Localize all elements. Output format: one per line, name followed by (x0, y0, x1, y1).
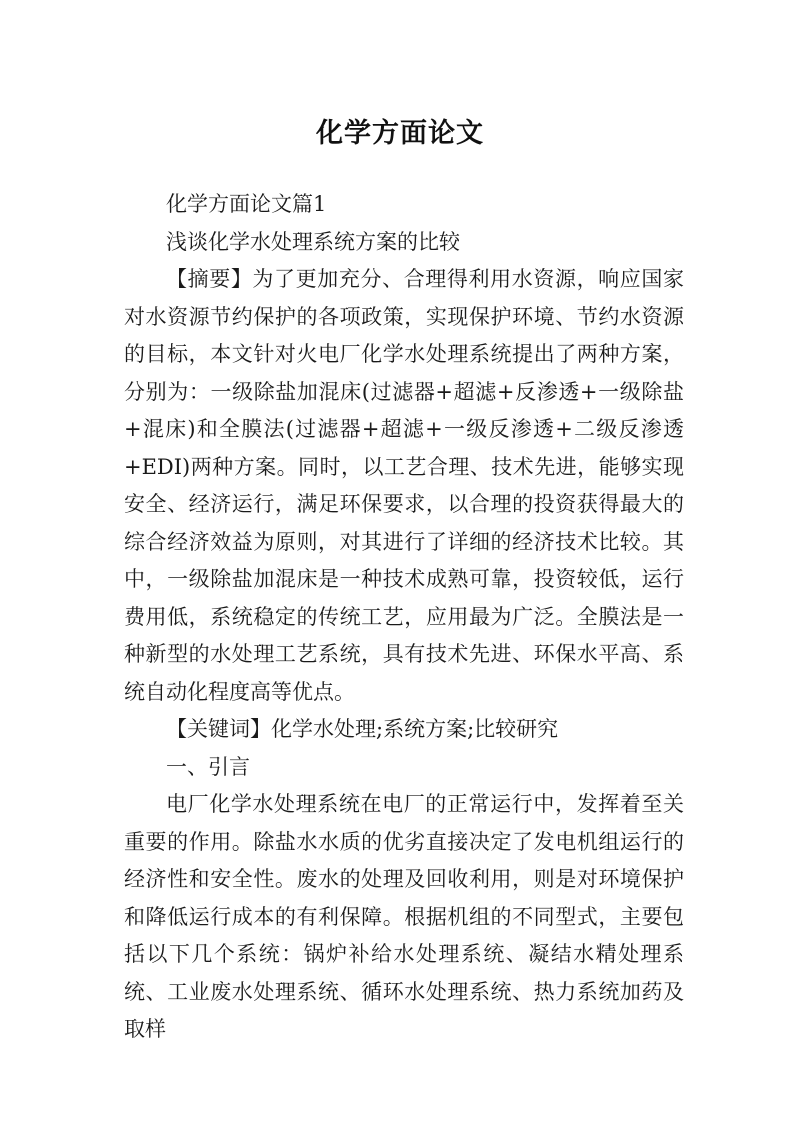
section-heading: 化学方面论文篇1 (166, 192, 327, 216)
abstract-paragraph: 【摘要】为了更加充分、合理得利用水资源，响应国家对水资源节约保护的各项政策，实现保护环境、节约水资源的目标，本文针对火电厂化学水处理系统提出了两种方案，分别为：一级除盐加混床(过滤器+超滤+反渗透+一级除盐+混床)和全膜法(过滤器+超滤+一级反渗透+二级反渗透+EDI)两种方案。同时，以工艺合理、技术先进，能够实现安全、经济运行，满足环保要求，以合理的投资获得最大的综合经济效益为原则，对其进行了详细的经济技术比较。其中，一级除盐加混床是一种技术成熟可靠，投资较低，运行费用低，系统稳定的传统工艺，应用最为广泛。全膜法是一种新型的水处理工艺系统，具有技术先进、环保水平高、系统自动化程度高等优点。 (124, 267, 684, 704)
keywords-paragraph: 【关键词】化学水处理;系统方案;比较研究 (166, 717, 559, 741)
article-title: 浅谈化学水处理系统方案的比较 (166, 229, 460, 254)
introduction-heading: 一、引言 (166, 754, 250, 779)
introduction-paragraph: 电厂化学水处理系统在电厂的正常运行中，发挥着至关重要的作用。除盐水水质的优劣直接决定了发电机组运行的经济性和安全性。废水的处理及回收利用，则是对环境保护和降低运行成本的有利保障。根据机组的不同型式，主要包括以下几个系统：锅炉补给水处理系统、凝结水精处理系统、工业废水处理系统、循环水处理系统、热力系统加药及取样 (124, 792, 684, 1041)
document-title: 化学方面论文 (316, 118, 484, 150)
document-body (124, 186, 684, 1049)
